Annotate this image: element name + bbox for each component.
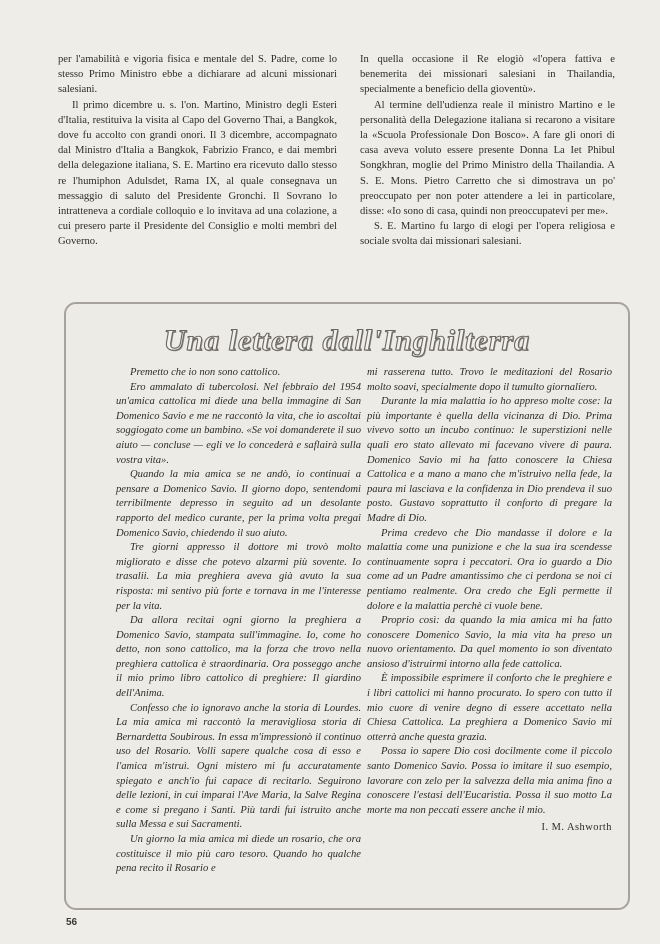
letter-paragraph: Proprio così: da quando la mia amica mi ha fatto conoscere Domenico Savio, la mia vita ha preso un nuovo orientamento. Da quel momento io son diventato ansioso d'istruirmi intorno alla fede cattolica.	[367, 615, 612, 670]
letter-paragraph: Tre giorni appresso il dottore mi trovò molto migliorato e disse che potevo alzarmi più sovente. Io trasalii. La mia preghiera aveva già avuto la sua risposta: mi sentivo più forte e tornava in me l'interesse per la vita.	[116, 542, 361, 612]
letter-title: Una lettera dall'Inghilterra	[163, 324, 531, 357]
letter-box	[64, 302, 630, 910]
article-paragraph: S. E. Martino fu largo di elogi per l'opera religiosa e sociale svolta dai missionari salesiani.	[360, 221, 615, 248]
letter-paragraph: Possa io sapere Dio così docilmente come il piccolo santo Domenico Savio. Possa io imitare il suo esempio, lavorare con zelo per la salvezza della mia anima fino a conoscere l'estasi dell'Eucaristia. Possa il suo motto La morte ma non peccati essere anche il mio.	[367, 746, 612, 816]
letter-paragraph: È impossibile esprimere il conforto che le preghiere e i libri cattolici mi hanno procurato. Io spero con tutto il mio cuore di venire degno di essere accettato nella Chiesa Cattolica. La preghiera a Domenico Savio mi otterrà anche questa grazia.	[367, 673, 612, 743]
letter-paragraph: Quando la mia amica se ne andò, io continuai a pensare a Domenico Savio. Il giorno dopo, sentendomi terribilmente depresso in seguito ad un desolante rapporto del medico curante, per la prima volta pregai Domenico Savio, chiedendo il suo aiuto.	[116, 469, 361, 539]
article-column-right	[360, 52, 615, 250]
letter-paragraph: Durante la mia malattia io ho appreso molte cose: la più importante è quella della vicinanza di Dio. Prima vivevo sotto un incubo continuo: le superstizioni nelle quali ero stato allevato mi facevano vivere di paura. Domenico Savio mi ha fatto conoscere la Chiesa Cattolica e a mano a mano che m'istruivo nella fede, la paura mi lasciava e la confidenza in Dio prendeva il suo posto. Gustavo soprattutto il conforto di pregare la Madre di Dio.	[367, 396, 612, 524]
letter-paragraph: Da allora recitai ogni giorno la preghiera a Domenico Savio, stampata sull'immagine. Io, come ho detto, non sono cattolico, ma la forza che trovo nella preghiera cattolica è straordinaria. Ora posseggo anche il mio primo libro cattolico di preghiere: Il giardino dell'Anima.	[116, 615, 361, 700]
letter-paragraph: Prima credevo che Dio mandasse il dolore e la malattia come una punizione e che la sua ira scendesse continuamente sopra i peccatori. Ora io guardo a Dio come ad un Padre amantissimo che ci perdona se noi ci pentiamo realmente. Ora credo che Egli permette il dolore e la malattia perchè ci vuole bene.	[367, 527, 612, 612]
article-column-left	[58, 52, 337, 250]
letter-signature: I. M. Ashworth	[541, 822, 612, 834]
letter-column-right	[367, 366, 612, 836]
article-paragraph: per l'amabilità e vigoria fisica e mentale del S. Padre, come lo stesso Primo Ministro ebbe a dichiarare ad alcuni missionari salesiani.	[58, 54, 337, 96]
letter-column-left	[116, 366, 361, 877]
page-number: 56	[66, 917, 78, 928]
letter-paragraph: Ero ammalato di tubercolosi. Nel febbraio del 1954 un'amica cattolica mi diede una bella immagine di San Domenico Savio e me ne raccontò la vita, che io ascoltai soggiogato come un bambino. «Se voi domanderete il suo aiuto — concluse — egli ve lo concederà e saflairà sulla vostra vita».	[116, 381, 361, 466]
letter-paragraph: Un giorno la mia amica mi diede un rosario, che ora costituisce il mio più caro tesoro. Quando ho qualche pena recito il Rosario e	[116, 834, 361, 875]
article-paragraph: In quella occasione il Re elogiò «l'opera fattiva e benemerita dei missionari salesiani in Thailandia, specialmente a beneficio della gioventù».	[360, 54, 615, 96]
article-paragraph: Il primo dicembre u. s. l'on. Martino, Ministro degli Esteri d'Italia, restituiva la visita al Capo del Governo Thai, a Bangkok, dove fu accolto con grandi onori. Il 3 dicembre, accompagnato dal Ministro d'Italia a Bangkok, Fabrizio Franco, e dai membri della delegazione italiana, S. E. Martino era ricevuto dallo stesso re l'humiphon Adulsdet, Rama IX, al quale consegnava un messaggio di saluto del Presidente Gronchi. Il Sovrano lo intratteneva a cordiale colloquio e lo invitava ad una colazione, a cui presero parte il Presidente del Consiglio e molti membri del Governo.	[58, 99, 337, 248]
article-paragraph: Al termine dell'udienza reale il ministro Martino e le personalità della Delegazione italiana si recarono a visitare la «Scuola Professionale Don Bosco». A fare gli onori di casa aveva voluto essere presente Donna La Iet Phibul Songkhran, moglie del Primo Ministro della Thailandia. A S. E. Mons. Pietro Carretto che si dimostrava un po' preoccupato per non poter attendere a lei in particolare, disse: «Io sono di casa, quindi non preoccupatevi per me».	[360, 99, 615, 218]
letter-paragraph: Premetto che io non sono cattolico.	[130, 367, 281, 378]
letter-paragraph: mi rasserena tutto. Trovo le meditazioni del Rosario molto soavi, specialmente dopo il tumulto giornaliero.	[367, 367, 612, 393]
letter-paragraph: Confesso che io ignoravo anche la storia di Lourdes. La mia amica mi raccontò la meravigliosa storia di Bernardetta Soubirous. In essa m'impressionò il continuo uso del Rosario. Volli sapere qualche cosa di esso e l'amica m'istruì. Ogni mistero mi fu accuratamente spiegato e anch'io fui capace di recitarlo. Seguirono delle lezioni, in cui imparai l'Ave Maria, la Salve Regina e come si pregano i Santi. Più tardi fui istruito anche sulla Messa e sui Sacramenti.	[116, 702, 361, 831]
